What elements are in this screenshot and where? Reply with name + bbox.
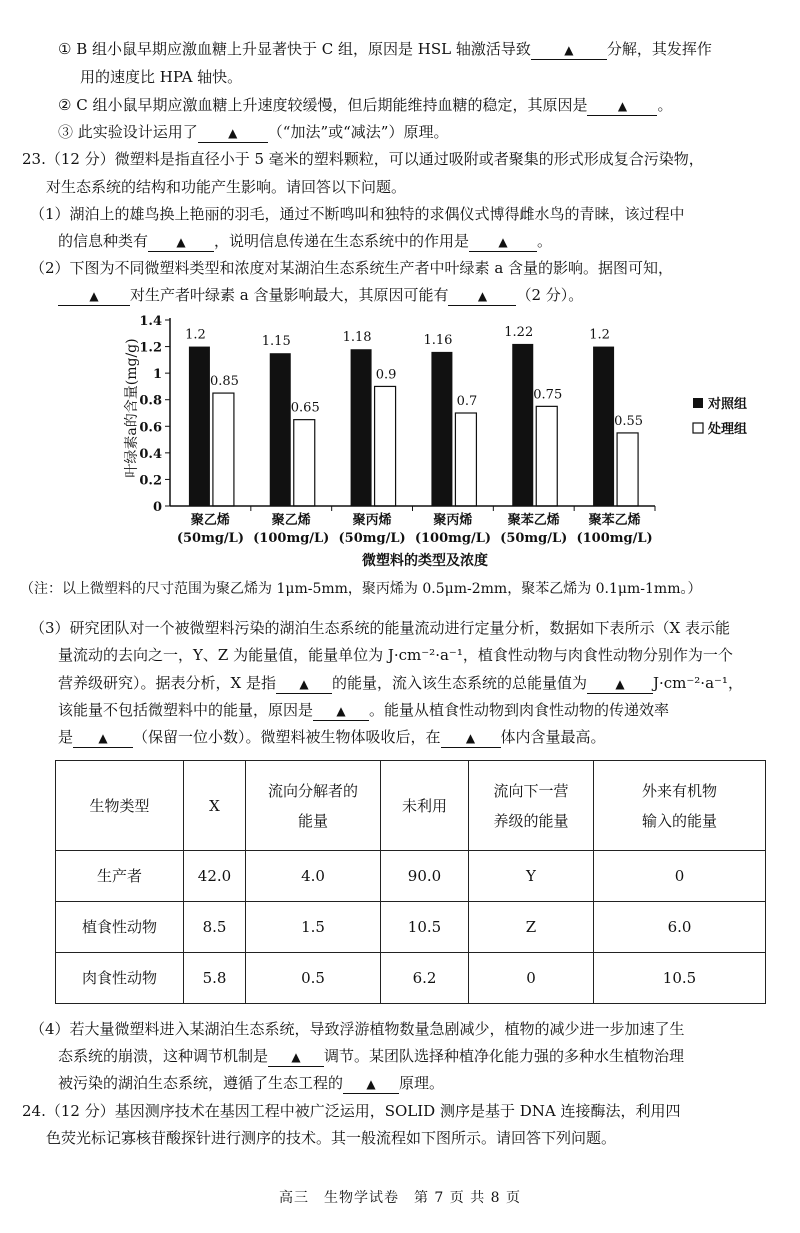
x-category-concentration: (100mg/L) [253, 531, 330, 546]
header-text: X [209, 796, 220, 815]
x-category-name: 聚苯乙烯 [507, 513, 560, 528]
text: 的能量，流入该生态系统的总能量值为 [331, 674, 587, 692]
answer-blank[interactable]: ▲ [73, 728, 133, 748]
q22-sub2 [58, 94, 672, 116]
q23-part4-line2 [58, 1045, 684, 1067]
bar-control [351, 349, 372, 506]
q23-part3-line4 [58, 699, 669, 721]
bar-control [593, 347, 614, 506]
bar-control [270, 353, 291, 506]
table-row [56, 902, 766, 953]
table-cell: Y [469, 851, 594, 902]
answer-blank[interactable]: ▲ [531, 40, 607, 60]
header-text: 未利用 [401, 796, 447, 815]
answer-blank[interactable]: ▲ [198, 123, 268, 143]
q24-stem-line2 [46, 1127, 616, 1149]
table-header-row [56, 761, 766, 851]
table-row [56, 953, 766, 1004]
answer-blank[interactable]: ▲ [58, 286, 130, 306]
table-cell: 5.8 [184, 953, 246, 1004]
text: 24.（12 分）基因测序技术在基因工程中被广泛运用，SOLID 测序是基于 DNA 连接酶法，利用四 [22, 1102, 681, 1120]
text: （“加法”或“减法”）原理。 [267, 123, 449, 141]
answer-blank[interactable]: ▲ [469, 232, 537, 252]
header-text: 输入的能量 [641, 811, 717, 830]
page-footer: 高三 生物学试卷 第 7 页 共 8 页 [278, 1190, 522, 1206]
q23-part3-line1 [30, 617, 730, 639]
legend-label-treated: 处理组 [708, 422, 748, 437]
text: 调节。某团队选择种植净化能力强的多种水生植物治理 [324, 1047, 685, 1065]
table-cell: 0 [469, 953, 594, 1004]
data-label-control: 1.2 [589, 327, 610, 343]
bar-control [512, 344, 533, 506]
q23-part2-line2 [58, 284, 583, 306]
answer-blank[interactable]: ▲ [313, 701, 369, 721]
q23-part1-line1 [30, 203, 685, 225]
table-cell: 植食性动物 [56, 902, 184, 953]
data-label-control: 1.15 [261, 334, 291, 350]
text: 的信息种类有 [58, 232, 149, 250]
text: 原理。 [399, 1074, 445, 1092]
q22-sub3 [58, 121, 448, 143]
text: 用的速度比 HPA 轴快。 [80, 68, 243, 86]
bar-treated [536, 406, 557, 506]
bar-treated [375, 386, 396, 506]
q22-sub1-line2 [80, 66, 242, 88]
text: 量流动的去向之一，Y、Z 为能量值，能量单位为 J·cm⁻²·a⁻¹，植食性动物与肉食性动物分别作为一个 [58, 646, 733, 664]
table-header-cell [246, 761, 381, 851]
text: 体内含量最高。 [500, 728, 606, 746]
chart-note [20, 578, 701, 600]
table-cell: 6.0 [594, 902, 766, 953]
x-category-concentration: (50mg/L) [500, 531, 568, 546]
text: ，说明信息传递在生态系统中的作用是 [214, 232, 470, 250]
x-category-concentration: (50mg/L) [338, 531, 406, 546]
table-cell: 肉食性动物 [56, 953, 184, 1004]
x-category-name: 聚苯乙烯 [588, 513, 641, 528]
y-axis-label: 叶绿素a的含量(mg/g) [124, 338, 140, 478]
q23-stem-line2 [46, 176, 406, 198]
q23-stem-line1 [22, 148, 704, 170]
table-cell: 10.5 [381, 902, 469, 953]
header-text: 养级的能量 [493, 811, 569, 830]
y-tick-label: 1.4 [139, 314, 162, 329]
text: 对生产者叶绿素 a 含量影响最大，其原因可能有 [130, 286, 449, 304]
data-label-treated: 0.65 [290, 400, 320, 416]
header-text: 生物类型 [89, 796, 150, 815]
text: 色荧光标记寡核苷酸探针进行测序的技术。其一般流程如下图所示。请回答下列问题。 [46, 1129, 617, 1147]
bar-treated [213, 393, 234, 506]
text: 是 [58, 728, 74, 746]
text: 。 [657, 96, 673, 114]
table-cell: 90.0 [381, 851, 469, 902]
text: 被污染的湖泊生态系统，遵循了生态工程的 [58, 1074, 344, 1092]
y-tick-label: 0.6 [139, 420, 162, 436]
table-cell: 生产者 [56, 851, 184, 902]
answer-blank[interactable]: ▲ [441, 728, 501, 748]
text: ② C 组小鼠早期应激血糖上升速度较缓慢，但后期能维持血糖的稳定，其原因是 [58, 96, 588, 114]
answer-blank[interactable]: ▲ [268, 1047, 324, 1067]
text: 。 [537, 232, 553, 250]
table-header-cell [381, 761, 469, 851]
text: （注：以上微塑料的尺寸范围为聚乙烯为 1μm-5mm，聚丙烯为 0.5μm-2mm，聚苯乙烯为 0.1μm-1mm。） [20, 581, 702, 597]
q23-part1-line2 [58, 230, 552, 252]
text: （3）研究团队对一个被微塑料污染的湖泊生态系统的能量流动进行定量分析，数据如下表所示（X 表示能 [30, 619, 730, 637]
answer-blank[interactable]: ▲ [448, 286, 516, 306]
text: 对生态系统的结构和功能产生影响。请回答以下问题。 [46, 178, 407, 196]
header-text: 外来有机物 [641, 781, 717, 800]
x-category-name: 聚乙烯 [271, 513, 311, 528]
text: （2）下图为不同微塑料类型和浓度对某湖泊生态系统生产者中叶绿素 a 含量的影响。据图可知， [30, 259, 674, 277]
bar-treated [455, 413, 476, 506]
y-tick-label: 0.4 [139, 446, 162, 462]
answer-blank[interactable]: ▲ [587, 96, 657, 116]
header-text: 流向分解者的 [267, 781, 358, 800]
table-cell: 6.2 [381, 953, 469, 1004]
data-label-treated: 0.85 [209, 374, 239, 390]
text: 营养级研究）。据表分析，X 是指 [58, 674, 276, 692]
bar-treated [617, 433, 638, 506]
data-label-control: 1.16 [423, 332, 453, 348]
table-header-cell [594, 761, 766, 851]
chlorophyll-bar-chart [110, 308, 770, 578]
header-text: 流向下一营 [493, 781, 569, 800]
bar-treated [294, 420, 315, 506]
table-cell: 42.0 [184, 851, 246, 902]
data-label-control: 1.18 [342, 330, 372, 346]
table-cell: 8.5 [184, 902, 246, 953]
x-category-name: 聚丙烯 [352, 513, 392, 528]
legend-swatch-control [693, 398, 703, 408]
x-category-name: 聚丙烯 [433, 513, 473, 528]
table-header-cell [184, 761, 246, 851]
x-category-concentration: (100mg/L) [414, 531, 492, 546]
text: 。能量从植食性动物到肉食性动物的传递效率 [369, 701, 670, 719]
data-label-treated: 0.7 [456, 394, 478, 409]
table-cell: 1.5 [246, 902, 381, 953]
x-category-concentration: (50mg/L) [176, 531, 244, 546]
bar-control [189, 347, 210, 506]
table-row [56, 851, 766, 902]
text: 该能量不包括微塑料中的能量，原因是 [58, 701, 314, 719]
answer-blank[interactable]: ▲ [343, 1074, 399, 1094]
data-label-treated: 0.55 [614, 413, 644, 429]
legend-swatch-treated [693, 423, 703, 433]
y-tick-label: 0.2 [139, 473, 162, 489]
q23-part4-line1 [30, 1018, 685, 1040]
text: ③ 此实验设计运用了 [58, 123, 198, 141]
y-tick-label: 1.2 [139, 340, 162, 356]
text: （1）湖泊上的雄鸟换上艳丽的羽毛，通过不断鸣叫和独特的求偶仪式博得雌水鸟的青睐，该过程中 [30, 205, 685, 223]
text: 态系统的崩溃，这种调节机制是 [58, 1047, 269, 1065]
answer-blank[interactable]: ▲ [587, 674, 653, 694]
text: （2 分）。 [516, 286, 584, 304]
x-axis-label: 微塑料的类型及浓度 [362, 553, 488, 569]
text: （保留一位小数）。微塑料被生物体吸收后，在 [133, 728, 441, 746]
table-cell: Z [469, 902, 594, 953]
table-cell: 10.5 [594, 953, 766, 1004]
data-label-control: 1.22 [504, 324, 534, 340]
text: 分解，其发挥作 [606, 40, 712, 58]
data-label-control: 1.2 [185, 327, 206, 343]
q23-part2-line1 [30, 257, 673, 279]
q23-part3-line5 [58, 726, 606, 748]
y-tick-label: 0 [152, 500, 162, 515]
q23-part3-line3 [58, 672, 743, 694]
table-cell: 0 [594, 851, 766, 902]
data-label-treated: 0.75 [533, 387, 563, 403]
legend-label-control: 对照组 [708, 397, 748, 412]
y-tick-label: 0.8 [139, 393, 162, 409]
y-tick-label: 1 [152, 367, 162, 383]
q23-part4-line3 [58, 1072, 444, 1094]
q23-part3-line2 [58, 644, 733, 666]
answer-blank[interactable]: ▲ [276, 674, 332, 694]
table-cell: 4.0 [246, 851, 381, 902]
header-text: 能量 [297, 811, 328, 830]
q22-sub1-line1 [58, 38, 712, 60]
text: （4）若大量微塑料进入某湖泊生态系统，导致浮游植物数量急剧减少，植物的减少进一步加速了生 [30, 1020, 685, 1038]
bar-control [431, 352, 452, 506]
text: ① B 组小鼠早期应激血糖上升显著快于 C 组，原因是 HSL 轴激活导致 [58, 40, 531, 58]
q24-stem-line1 [22, 1100, 681, 1122]
table-cell: 0.5 [246, 953, 381, 1004]
data-label-treated: 0.9 [375, 367, 397, 383]
energy-flow-table [55, 760, 766, 1004]
table-header-cell [469, 761, 594, 851]
x-category-name: 聚乙烯 [190, 513, 230, 528]
text: J·cm⁻²·a⁻¹， [652, 674, 743, 692]
table-header-cell [56, 761, 184, 851]
x-category-concentration: (100mg/L) [576, 531, 653, 546]
text: 23.（12 分）微塑料是指直径小于 5 毫米的塑料颗粒，可以通过吸附或者聚集的形式形成复合污染物， [22, 150, 704, 168]
answer-blank[interactable]: ▲ [148, 232, 214, 252]
